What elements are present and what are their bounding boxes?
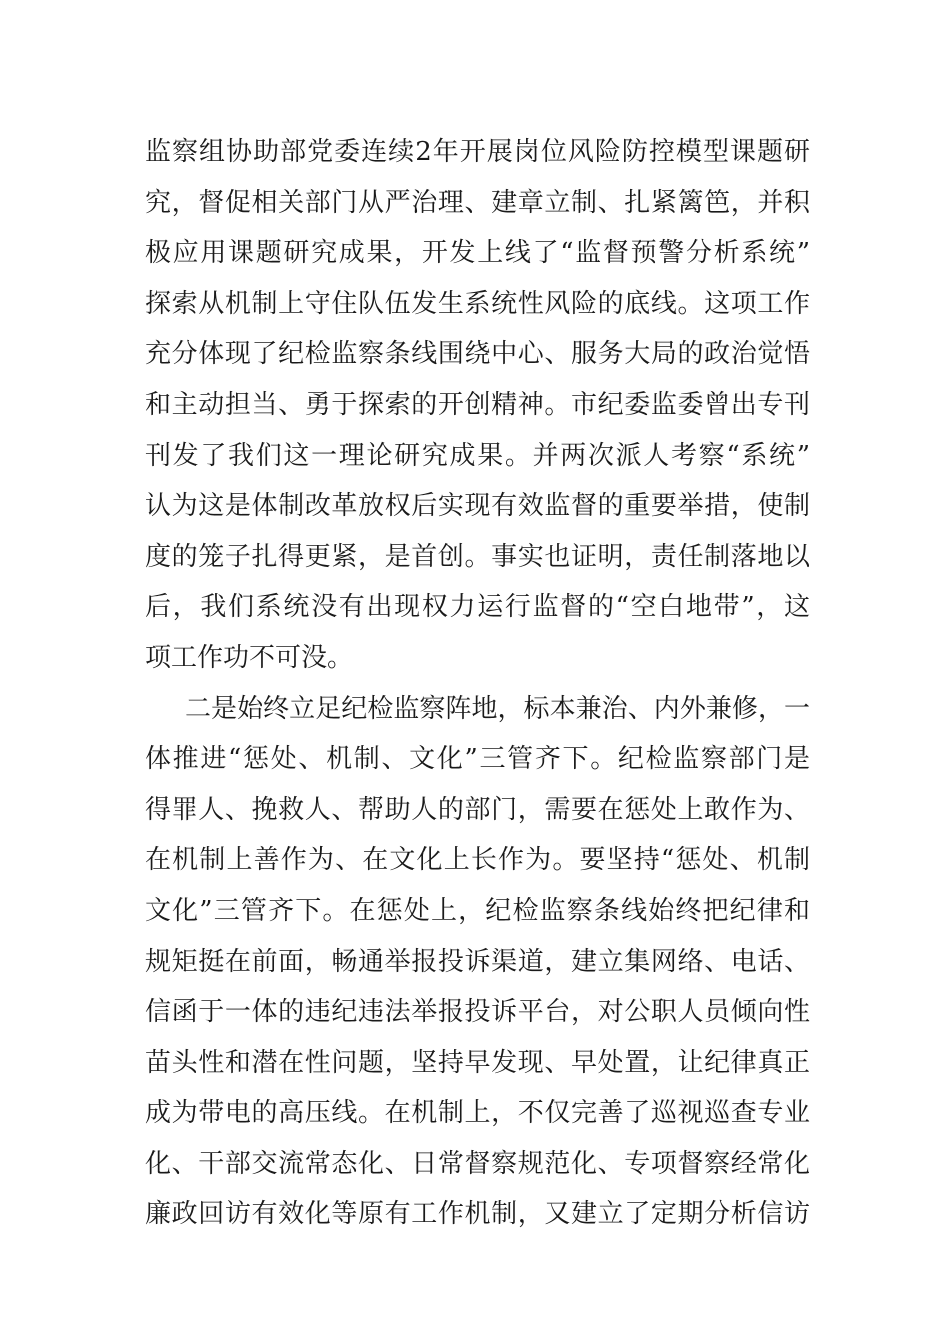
text-line: 规矩挺在前面，畅通举报投诉渠道，建立集网络、电话、 xyxy=(145,946,810,977)
text-line: 认为这是体制改革放权后实现有效监督的重要举措，使制 xyxy=(145,491,810,522)
text-line: 化、干部交流常态化、日常督察规范化、专项督察经常化 xyxy=(145,1148,810,1179)
text-line: 监察组协助部党委连续2年开展岗位风险防控模型课题研 xyxy=(145,137,810,167)
body-text xyxy=(145,127,810,1240)
text-line: 后，我们系统没有出现权力运行监督的“空白地带”，这 xyxy=(145,592,810,623)
text-line: 度的笼子扎得更紧，是首创。事实也证明，责任制落地以 xyxy=(145,541,810,572)
text-line: 文化”三管齐下。在惩处上，纪检监察条线始终把纪律和 xyxy=(145,895,810,926)
text-line: 项工作功不可没。 xyxy=(145,642,354,673)
text-line: 和主动担当、勇于探索的开创精神。市纪委监委曾出专刊 xyxy=(145,389,810,420)
text-line: 得罪人、挽救人、帮助人的部门，需要在惩处上敢作为、 xyxy=(145,794,810,825)
text-line: 充分体现了纪检监察条线围绕中心、服务大局的政治觉悟 xyxy=(145,339,810,370)
text-line: 成为带电的高压线。在机制上，不仅完善了巡视巡查专业 xyxy=(145,1098,810,1129)
paragraph-start-line: 二是始终立足纪检监察阵地，标本兼治、内外兼修，一 xyxy=(185,693,810,724)
text-line: 在机制上善作为、在文化上长作为。要坚持“惩处、机制 xyxy=(145,845,810,876)
text-line: 廉政回访有效化等原有工作机制，又建立了定期分析信访 xyxy=(145,1199,810,1230)
text-line: 刊发了我们这一理论研究成果。并两次派人考察“系统” xyxy=(145,440,810,471)
text-line: 信函于一体的违纪违法举报投诉平台，对公职人员倾向性 xyxy=(145,997,810,1028)
text-line: 体推进“惩处、机制、文化”三管齐下。纪检监察部门是 xyxy=(145,744,810,775)
text-line: 究，督促相关部门从严治理、建章立制、扎紧篱笆，并积 xyxy=(145,187,810,218)
text-line: 苗头性和潜在性问题，坚持早发现、早处置，让纪律真正 xyxy=(145,1047,810,1078)
text-line: 探索从机制上守住队伍发生系统性风险的底线。这项工作 xyxy=(145,288,810,319)
text-line: 极应用课题研究成果，开发上线了“监督预警分析系统” xyxy=(145,238,810,269)
